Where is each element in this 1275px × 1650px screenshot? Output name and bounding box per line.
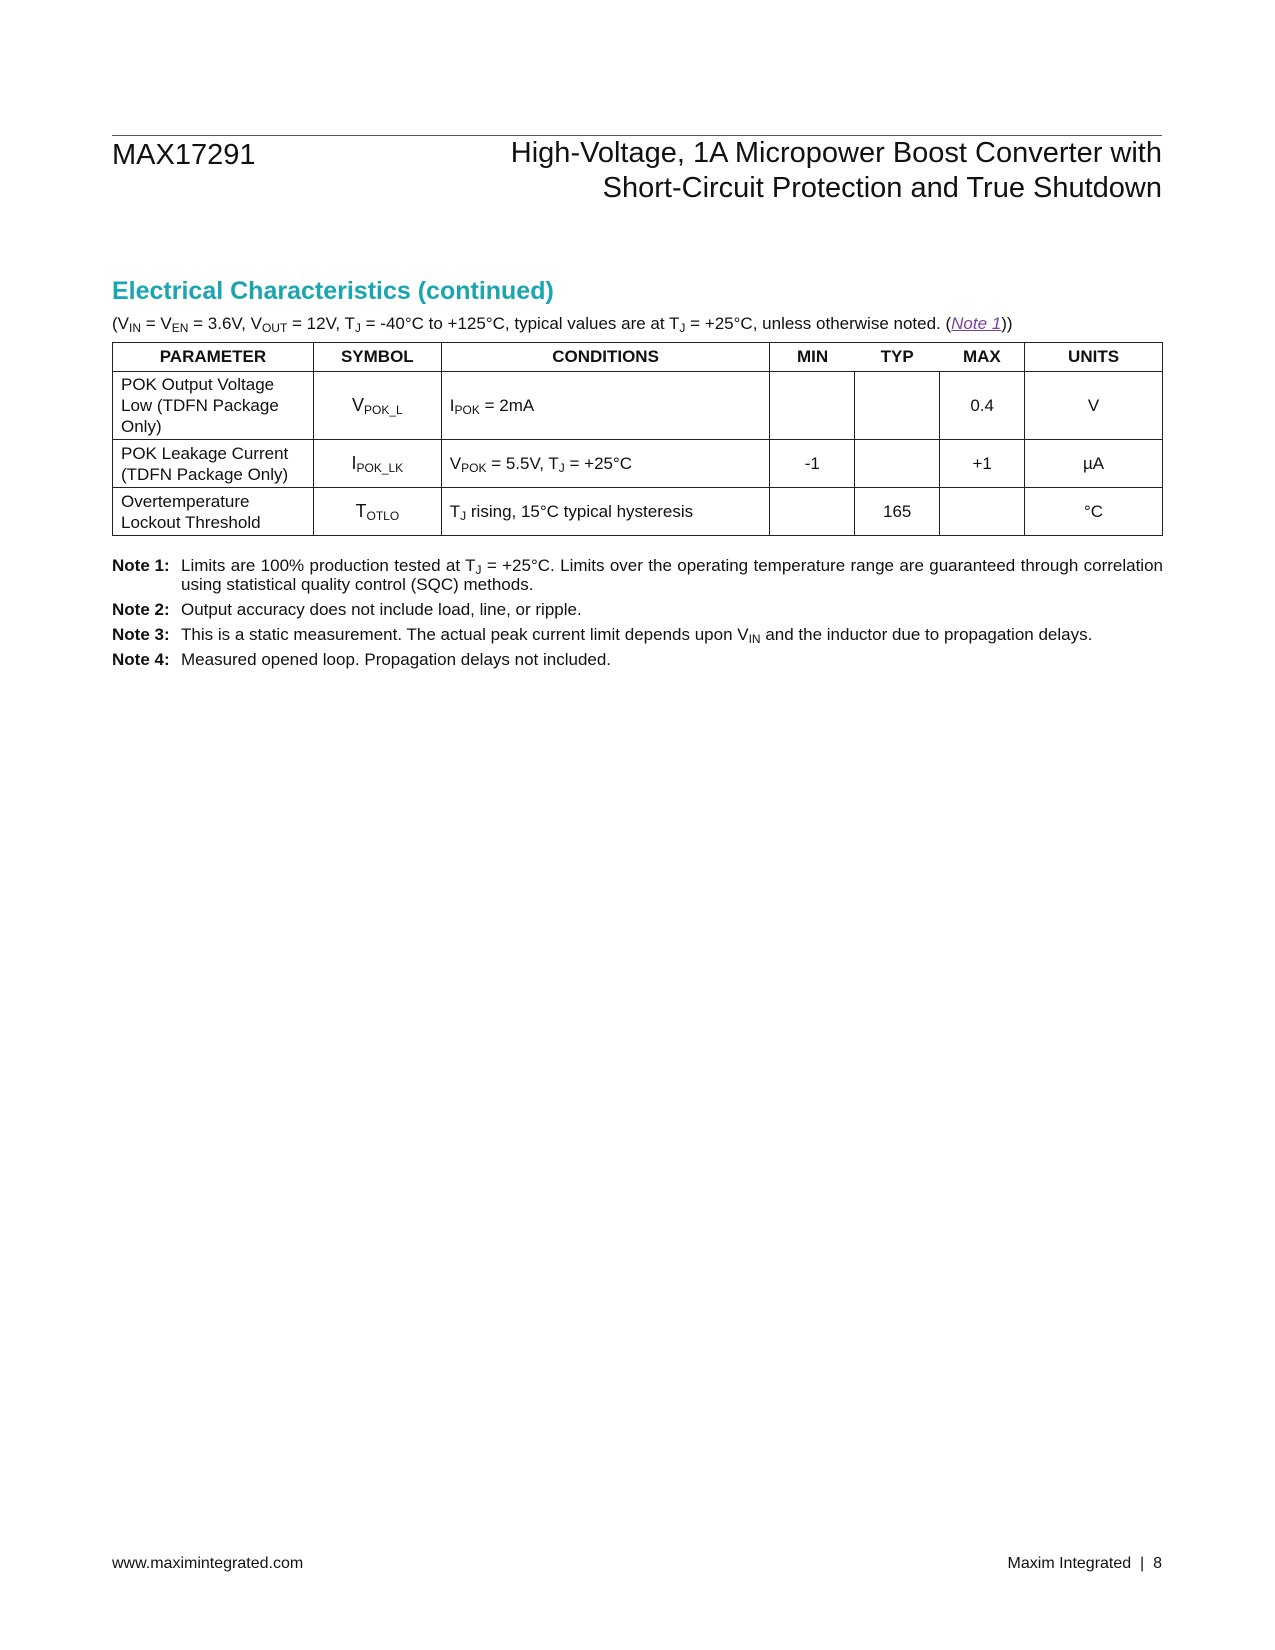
cell-conditions: $V_{POK} = 5.5V$, $T_J = +25^\circ C$ <box>441 440 770 488</box>
cell-max: 0.4 <box>940 372 1025 440</box>
cell-typ: 165 <box>855 488 940 536</box>
header-conditions: CONDITIONS <box>441 343 770 372</box>
table-row <box>113 488 1163 536</box>
table-header-row <box>113 343 1163 372</box>
note-2 <box>112 600 1163 619</box>
note-label: Note 4: <box>112 650 170 669</box>
cell-parameter: POK Output Voltage Low (TDFN Package Only) <box>113 372 314 440</box>
notes-list <box>112 556 1163 675</box>
cell-parameter: POK Leakage Current (TDFN Package Only) <box>113 440 314 488</box>
cell-units: µA <box>1025 440 1163 488</box>
header-min: MIN <box>770 343 855 372</box>
cell-parameter: Overtemperature Lockout Threshold <box>113 488 314 536</box>
note-label: Note 3: <box>112 625 170 644</box>
header-typ: TYP <box>855 343 940 372</box>
table-row <box>113 372 1163 440</box>
footer-company-page: Maxim Integrated | 8 <box>1007 1555 1162 1572</box>
test-conditions: ($V_{IN} = V_{EN} = 3.6V$, $V_{OUT} = 12V$, $T_J = -40^\circ C$ to +125°C, typical values are at $T_J = +25^\circ C$, unless otherwise noted. (Note 1)) <box>112 314 1013 335</box>
title-line-2: Short-Circuit Protection and True Shutdown <box>602 172 1162 204</box>
cell-symbol: $V_{POK\_L}$ <box>313 372 441 440</box>
note-1-link[interactable]: Note 1 <box>951 314 1002 333</box>
cell-min <box>770 488 855 536</box>
note-3 <box>112 625 1163 644</box>
electrical-characteristics-table <box>112 342 1163 536</box>
cell-units: °C <box>1025 488 1163 536</box>
note-label: Note 1: <box>112 556 170 575</box>
header-symbol: SYMBOL <box>313 343 441 372</box>
cell-symbol: $I_{POK\_LK}$ <box>313 440 441 488</box>
cell-symbol: $T_{OTLO}$ <box>313 488 441 536</box>
cell-units: V <box>1025 372 1163 440</box>
section-heading: Electrical Characteristics (continued) <box>112 277 554 305</box>
note-4 <box>112 650 1163 669</box>
title-line-1: High-Voltage, 1A Micropower Boost Converter with <box>510 137 1162 169</box>
header-max: MAX <box>940 343 1025 372</box>
note-text: Limits are 100% production tested at $T_J = +25^\circ C$. Limits over the operating temperature range are guaranteed through correlation using statistical quality control (SQC) methods. <box>181 556 1163 594</box>
cell-min <box>770 372 855 440</box>
header-parameter: PARAMETER <box>113 343 314 372</box>
cell-conditions: $I_{POK} = 2mA$ <box>441 372 770 440</box>
header-units: UNITS <box>1025 343 1163 372</box>
cell-typ <box>855 440 940 488</box>
part-number: MAX17291 <box>112 139 256 171</box>
note-text: Output accuracy does not include load, line, or ripple. <box>181 600 582 619</box>
note-1 <box>112 556 1163 594</box>
cell-conditions: $T_J$ rising, 15°C typical hysteresis <box>441 488 770 536</box>
table-row <box>113 440 1163 488</box>
note-text: This is a static measurement. The actual peak current limit depends upon $V_{IN}$ and the inductor due to propagation delays. <box>181 625 1093 646</box>
cell-typ <box>855 372 940 440</box>
cell-min: -1 <box>770 440 855 488</box>
cell-max <box>940 488 1025 536</box>
note-label: Note 2: <box>112 600 170 619</box>
note-text: Measured opened loop. Propagation delays not included. <box>181 650 612 669</box>
footer-website-link[interactable]: www.maximintegrated.com <box>112 1555 304 1572</box>
document-title <box>511 136 1162 206</box>
cell-max: +1 <box>940 440 1025 488</box>
